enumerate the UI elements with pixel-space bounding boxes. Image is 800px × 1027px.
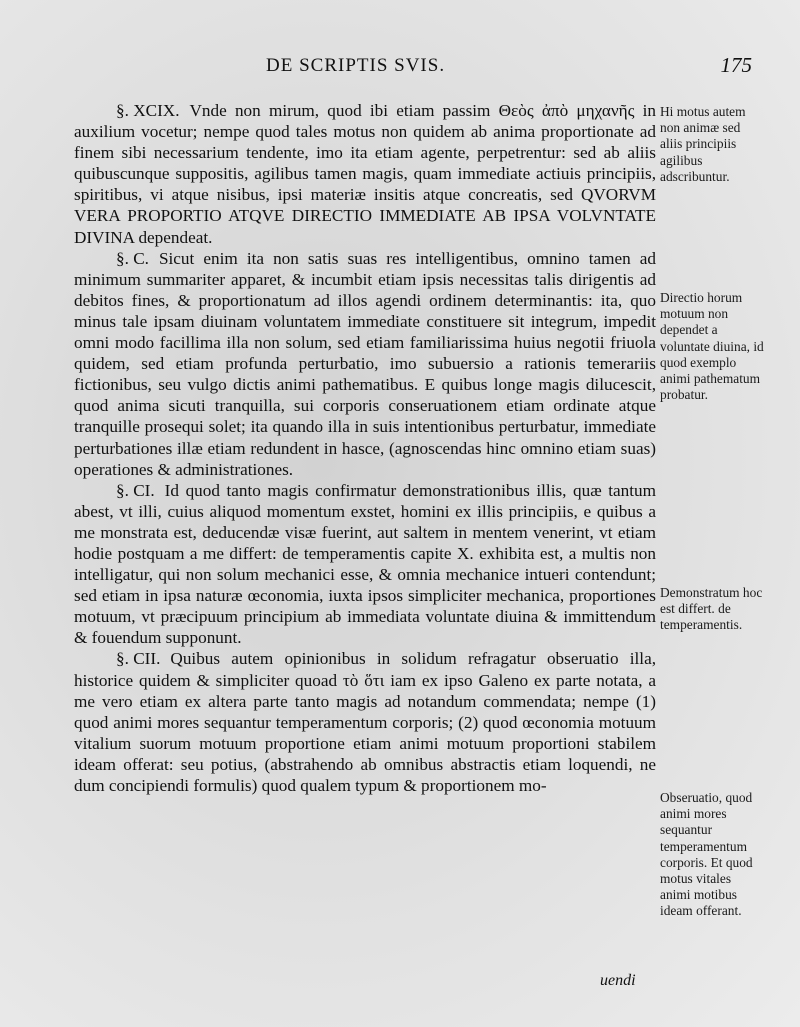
page-header	[60, 55, 760, 85]
section-text: Vnde non mirum, quod ibi etiam passim Θεὸς ἀπὸ μηχανῆς in auxilium vocetur; nempe quod tales motus non quidem ab anima proportionate ad finem sibi necessarium tendente, imo ita etiam agente, perpetrentur: sed ab aliis quibuscunque suppositis, agilibus tamen magis, quam immediate actiuis principiis, spiritibus, vi atque nisibus, ipsi materiæ insitis atque concreatis, sed QVORVM VERA PROPORTIO ATQVE DIRECTIO IMMEDIATE AB IPSA VOLVNTATE DIVINA dependeat.	[74, 101, 656, 247]
main-text	[74, 100, 656, 796]
section-number: §. XCIX.	[116, 101, 180, 120]
margin-note: Hi motus autem non animæ sed aliis principiis agilibus adscribuntur.	[660, 104, 746, 184]
section-text: Sicut enim ita non satis suas res intelligentibus, omnino tamen ad minimum summariter apparet, & incumbit etiam ipsis necessitas talis dirigentis ad debitos fines, & proportionatum ad illos agendi ordinem determinantis: ita, quo minus tale ipsam diuinam voluntatem immediate constituere sit integrum, impedit omni modo facillima illa non solum, sed etiam familiarissima huius negotii friuola quidem, sed etiam profunda perturbatio, imo subuersio a rationis temerariis fictionibus, seu vulgo dictis animi pathematibus. E quibus longe magis dilucescit, quod anima sicuti tranquilla, sui corporis conseruationem etiam ordinate atque tranquille prosequi solet; ita quando illa in suis intentionibus perturbatur, immediate perturbationes illæ etiam redundent in hasce, (agnoscendas hinc omnino etiam suas) operationes & administrationes.	[74, 248, 656, 479]
catchword: uendi	[600, 972, 636, 989]
section-number: §. CI.	[116, 480, 155, 500]
margin-note: Demonstratum hoc est differt. de temperamentis.	[660, 585, 763, 633]
section-text: Id quod tanto magis confirmatur demonstrationibus illis, quæ tantum abest, vt illi, cuius aliquod momentum exstet, homini ex illis principiis, e quibus a me monstrata est, deducendæ visæ fuerint, aut saltem in mentem venerint, vt etiam hodie postquam a me differt: de temperamentis capite X. exhibita est, a multis non intelligatur, qui non solum mechanici esse, & omnia mechanice intueri contendunt; sed etiam in ipsa naturæ œconomia, iuxta ipsos simpliciter mechanica, proportiones motuum, vt præcipuum principium ab immediata voluntate diuina & immittendum & fouendum supponunt.	[74, 480, 656, 648]
section-number: §. CII.	[116, 649, 161, 669]
margin-note: Directio horum motuum non dependet a voluntate diuina, id quod exemplo animi pathematum probatur.	[660, 290, 764, 403]
section-text: Quibus autem opinionibus in solidum refragatur obseruatio illa, historice quidem & simpliciter quoad τὸ ὅτι iam ex ipso Galeno ex parte notata, a me vero etiam ex altera parte tanto magis ad notandum commendata; nempe (1) quod animi mores sequantur temperamentum corporis; (2) quod œconomia motuum vitalium suorum motuum proportione etiam animi motuum proportioni stabilem ideam offerat: seu potius, (abstrahendo ab omnibus abstractis etiam loquendi, ne dum concipiendi formulis) quod qualem typum & proportionem mo-	[74, 649, 656, 795]
section-102	[74, 648, 656, 796]
page-number: 175	[720, 53, 752, 77]
section-101	[74, 480, 656, 649]
section-number: §. C.	[116, 248, 149, 268]
section-99	[74, 100, 656, 248]
margin-note: Obseruatio, quod animi mores sequantur temperamentum corporis. Et quod motus vitales animi motibus ideam offerant.	[660, 790, 753, 919]
running-title: DE SCRIPTIS SVIS.	[266, 55, 446, 76]
section-100	[74, 248, 656, 480]
